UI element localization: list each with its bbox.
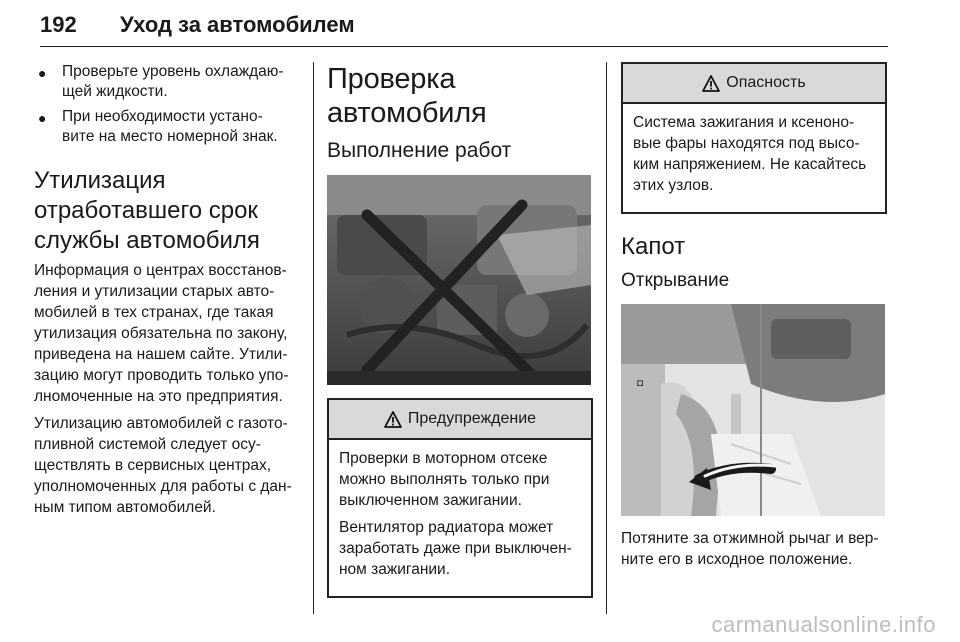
bullet-dot-icon: ● (38, 65, 47, 81)
warning-triangle-icon (702, 75, 720, 92)
paragraph (339, 517, 581, 580)
paragraph-line: лномоченные на это предприятия. (34, 388, 283, 405)
section-title-line: службы автомобиля (34, 227, 260, 254)
chapter-title: Проверка автомобиля (327, 63, 487, 129)
column-divider (313, 62, 314, 614)
column-divider (606, 62, 607, 614)
column-1 (34, 62, 304, 518)
list-item (34, 107, 304, 147)
section-title: Капот (621, 233, 686, 260)
paragraph (34, 413, 304, 518)
danger-box (621, 62, 887, 214)
hood-release-lever-photo (621, 304, 885, 516)
warning-triangle-icon (384, 411, 402, 428)
list-item-line: щей жидкости. (62, 83, 168, 100)
paragraph-line: Система зажигания и ксеноно- (633, 114, 855, 131)
bullet-dot-icon: ● (38, 110, 47, 126)
column-3 (621, 62, 887, 570)
engine-bay-photo (327, 175, 591, 385)
paragraph-line: ном зажигании. (339, 561, 451, 578)
column-2 (327, 62, 593, 598)
section-title-line: отработавшего срок (34, 197, 258, 224)
paragraph-line: Потяните за отжимной рычаг и вер- (621, 530, 879, 547)
paragraph-line: уполномоченных для работы с дан- (34, 478, 292, 495)
list-item-line: Проверьте уровень охлаждаю- (62, 63, 284, 80)
paragraph-line: ните его в исходное положение. (621, 551, 853, 568)
list-item (34, 62, 304, 102)
paragraph-line: приведена на нашем сайте. Утили- (34, 346, 288, 363)
paragraph-line: Информация о центрах восстанов- (34, 262, 287, 279)
paragraph-line: ществлять в сервисных центрах, (34, 457, 272, 474)
danger-box-body (623, 104, 885, 212)
paragraph-line: Утилизацию автомобилей с газото- (34, 415, 288, 432)
page-header (40, 6, 888, 46)
paragraph (339, 448, 581, 511)
paragraph-line: можно выполнять только при (339, 471, 550, 488)
list-item-line: При необходимости устано- (62, 108, 263, 125)
paragraph-line: ления и утилизации старых авто- (34, 283, 275, 300)
subsection-title: Выполнение работ (327, 139, 512, 162)
paragraph-line: утилизация обязательна по закону, (34, 325, 288, 342)
bullet-list (34, 62, 304, 147)
danger-box-header (623, 64, 885, 104)
section-title-line: Утилизация (34, 167, 166, 194)
watermark: carmanualsonline.info (711, 612, 936, 637)
warning-box (327, 398, 593, 598)
paragraph (633, 112, 875, 196)
paragraph-line: пливной системой следует осу- (34, 436, 261, 453)
paragraph-line: зацию могут проводить только упо- (34, 367, 289, 384)
paragraph-line: заработать даже при выключен- (339, 540, 572, 557)
section-title (34, 166, 304, 256)
warning-heading: Предупреждение (407, 410, 537, 427)
header-rule (40, 46, 888, 47)
warning-box-body (329, 440, 591, 596)
paragraph-line: ким напряжением. Не касайтесь (633, 156, 867, 173)
danger-heading: Опасность (726, 74, 806, 91)
paragraph-line: ным типом автомобилей. (34, 499, 216, 516)
paragraph (34, 260, 304, 407)
svg-text:◘: ◘ (637, 378, 644, 389)
page-number: 192 (40, 12, 77, 37)
warning-box-header (329, 400, 591, 440)
paragraph-line: Проверки в моторном отсеке (339, 450, 548, 467)
paragraph-line: выключенном зажигании. (339, 492, 522, 509)
subsection-title: Открывание (621, 270, 730, 291)
paragraph-line: Вентилятор радиатора может (339, 519, 554, 536)
paragraph-line: вые фары находятся под высо- (633, 135, 860, 152)
running-title: Уход за автомобилем (120, 12, 355, 37)
figure-caption (621, 528, 887, 570)
paragraph-line: мобилей в тех странах, где такая (34, 304, 274, 321)
paragraph-line: этих узлов. (633, 177, 714, 194)
list-item-line: вите на место номерной знак. (62, 128, 278, 145)
